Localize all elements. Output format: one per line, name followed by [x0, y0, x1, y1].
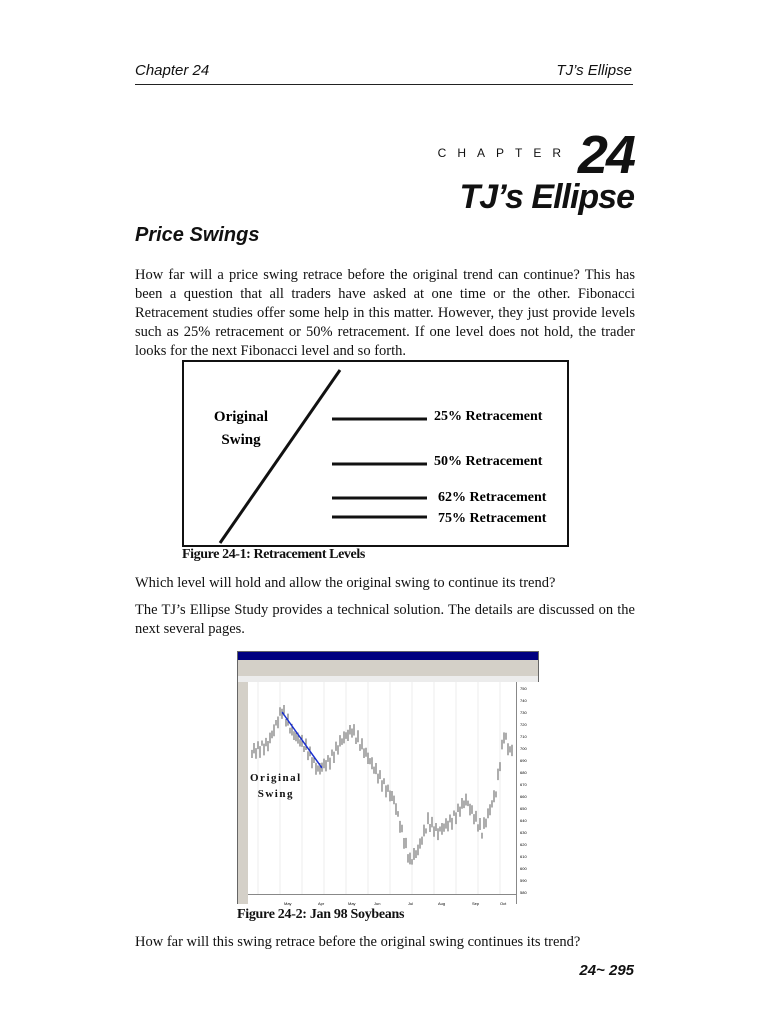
date-tick-label: May — [348, 901, 356, 906]
price-tick-label: 650 — [520, 806, 527, 811]
level-label-25: 25% Retracement — [434, 409, 543, 424]
original-swing-line — [220, 370, 340, 543]
soybeans-chart-screenshot — [237, 651, 539, 904]
figure1-caption: Figure 24-1: Retracement Levels — [182, 547, 365, 562]
price-tick-label: 620 — [520, 842, 527, 847]
price-tick-label: 710 — [520, 734, 527, 739]
date-tick-label: May — [284, 901, 292, 906]
price-plot-area — [248, 682, 516, 894]
date-tick-label: Jul — [408, 901, 414, 906]
price-tick-label: 600 — [520, 866, 527, 871]
price-tick-label: 720 — [520, 722, 527, 727]
solution-paragraph: The TJ’s Ellipse Study provides a technical solution. The details are discussed on the next several pages. — [135, 602, 635, 637]
header-divider — [135, 84, 633, 85]
running-header-chapter: Chapter 24 — [135, 62, 210, 79]
date-tick-label: Apr — [318, 901, 325, 906]
price-tick-label: 750 — [520, 686, 527, 691]
app-title-bar — [238, 652, 538, 660]
chapter-word: CHAPTER — [437, 146, 572, 160]
retracement-diagram — [184, 362, 567, 545]
chart-swing-label-line1: Original — [250, 772, 302, 784]
level-label-62: 62% Retracement — [438, 490, 547, 505]
price-tick-label: 660 — [520, 794, 527, 799]
chapter-title: TJ’s Ellipse — [459, 178, 634, 216]
chapter-number: 24 — [577, 125, 634, 185]
price-tick-label: 610 — [520, 854, 527, 859]
level-label-50: 50% Retracement — [434, 454, 543, 469]
price-tick-label: 580 — [520, 890, 527, 895]
price-tick-label: 590 — [520, 878, 527, 883]
figure2-caption: Figure 24-2: Jan 98 Soybeans — [237, 907, 405, 922]
date-axis — [248, 894, 516, 905]
price-axis — [516, 682, 540, 904]
price-tick-label: 690 — [520, 758, 527, 763]
date-tick-label: Oct — [500, 901, 507, 906]
date-tick-label: Aug — [438, 901, 446, 906]
page-number: 24~ 295 — [579, 962, 634, 979]
swing-label-line1: Original — [213, 409, 269, 425]
price-tick-label: 730 — [520, 710, 527, 715]
intro-paragraph: How far will a price swing retrace before the original trend can continue? This has been a question that all traders have asked at one time or the other. Fibonacci Retracement studies offer some help in this matter. However, they just provide levels such as 25% retracement or 50% retracement. If one level does not hold, the trader looks for the next Fibonacci level and so forth. — [135, 267, 635, 359]
swing-label-line2: Swing — [221, 432, 261, 448]
price-tick-label: 640 — [520, 818, 527, 823]
price-tick-label: 700 — [520, 746, 527, 751]
chart-swing-label-line2: Swing — [257, 788, 294, 800]
date-tick-label: Sep — [472, 901, 480, 906]
question-paragraph: Which level will hold and allow the original swing to continue its trend? — [135, 575, 556, 591]
price-tick-label: 680 — [520, 770, 527, 775]
section-title: Price Swings — [135, 224, 260, 246]
level-label-75: 75% Retracement — [438, 511, 547, 526]
date-tick-label: Jun — [374, 901, 381, 906]
price-tick-label: 630 — [520, 830, 527, 835]
price-tick-labels — [517, 682, 540, 904]
running-header-title: TJ’s Ellipse — [556, 62, 632, 79]
retracement-levels-figure — [182, 360, 569, 547]
price-tick-label: 670 — [520, 782, 527, 787]
closing-paragraph: How far will this swing retrace before the original swing continues its trend? — [135, 934, 581, 950]
price-tick-label: 740 — [520, 698, 527, 703]
